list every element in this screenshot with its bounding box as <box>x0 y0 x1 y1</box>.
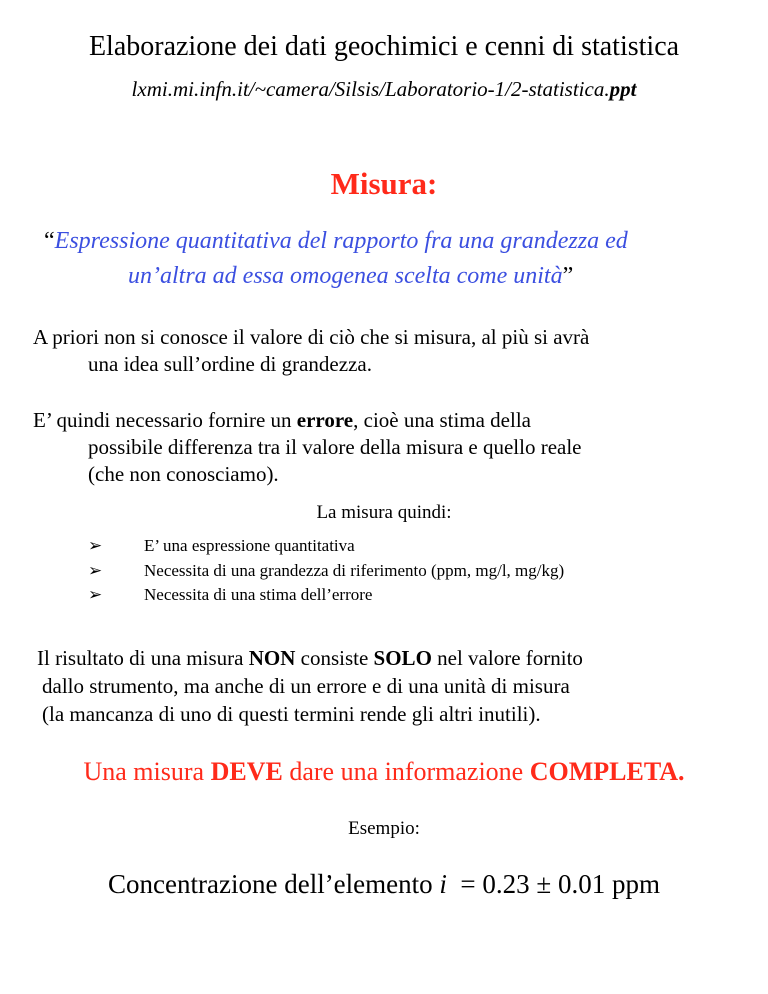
close-quote: ” <box>562 263 574 289</box>
statement-text: dare una informazione <box>282 757 530 786</box>
element-variable: i <box>439 869 447 899</box>
deve-bold: DEVE <box>210 757 283 786</box>
paragraph-1-line-2: una idea sull’ordine di grandezza. <box>88 352 372 376</box>
solo-bold: SOLO <box>373 646 432 670</box>
definition-text-2: un’altra ad essa omogenea scelta come unità <box>128 263 563 289</box>
example-formula <box>0 869 768 900</box>
example-value: = 0.23 ± 0.01 ppm <box>446 869 660 899</box>
completa-bold: COMPLETA. <box>529 757 685 786</box>
paragraph-3-line-1 <box>37 645 583 672</box>
paragraph-2-line-3: (che non conosciamo). <box>88 462 279 486</box>
example-label: Esempio: <box>348 818 420 839</box>
key-statement <box>0 757 768 787</box>
arrow-bullet-icon: ➢ <box>88 536 103 555</box>
example-text: Concentrazione dell’elemento <box>108 869 440 899</box>
source-url <box>0 77 768 102</box>
list-item-text: Necessita di una grandezza di riferimento (ppm, mg/l, mg/kg) <box>144 561 565 580</box>
definition-line-1 <box>44 228 628 255</box>
list-item-text: Necessita di una stima dell’errore <box>144 585 373 604</box>
list-intro: La misura quindi: <box>316 502 452 523</box>
arrow-bullet-icon: ➢ <box>88 585 103 604</box>
paragraph-1-line-1: A priori non si conosce il valore di ciò che si misura, al più si avrà <box>33 325 590 349</box>
definition-text-1: Espressione quantitativa del rapporto fra una grandezza ed <box>54 228 628 254</box>
paragraph-2-line-1 <box>33 407 531 434</box>
url-path: lxmi.mi.infn.it/~camera/Silsis/Laboratorio-1/2-statistica. <box>131 77 610 101</box>
section-heading: Misura: <box>330 166 438 201</box>
document-title: Elaborazione dei dati geochimici e cenni di statistica <box>88 31 680 62</box>
definition-line-2 <box>128 263 573 290</box>
paragraph-3-text: consiste <box>295 646 374 670</box>
paragraph-2-text: E’ quindi necessario fornire un <box>33 408 297 432</box>
errore-bold: errore <box>296 408 354 432</box>
paragraph-2-line-2: possibile differenza tra il valore della misura e quello reale <box>88 435 582 459</box>
non-bold: NON <box>248 646 296 670</box>
arrow-bullet-icon: ➢ <box>88 561 103 580</box>
paragraph-3-line-2: dallo strumento, ma anche di un errore e di una unità di misura <box>42 674 570 698</box>
statement-text: Una misura <box>83 757 211 786</box>
paragraph-2-text: , cioè una stima della <box>353 408 531 432</box>
paragraph-3-text: Il risultato di una misura <box>37 646 249 670</box>
paragraph-3-text: nel valore fornito <box>431 646 583 670</box>
list-item-text: E’ una espressione quantitativa <box>144 536 355 555</box>
url-extension: ppt <box>609 77 637 101</box>
open-quote: “ <box>44 228 55 254</box>
paragraph-3-line-3: (la mancanza di uno di questi termini rende gli altri inutili). <box>42 702 541 726</box>
